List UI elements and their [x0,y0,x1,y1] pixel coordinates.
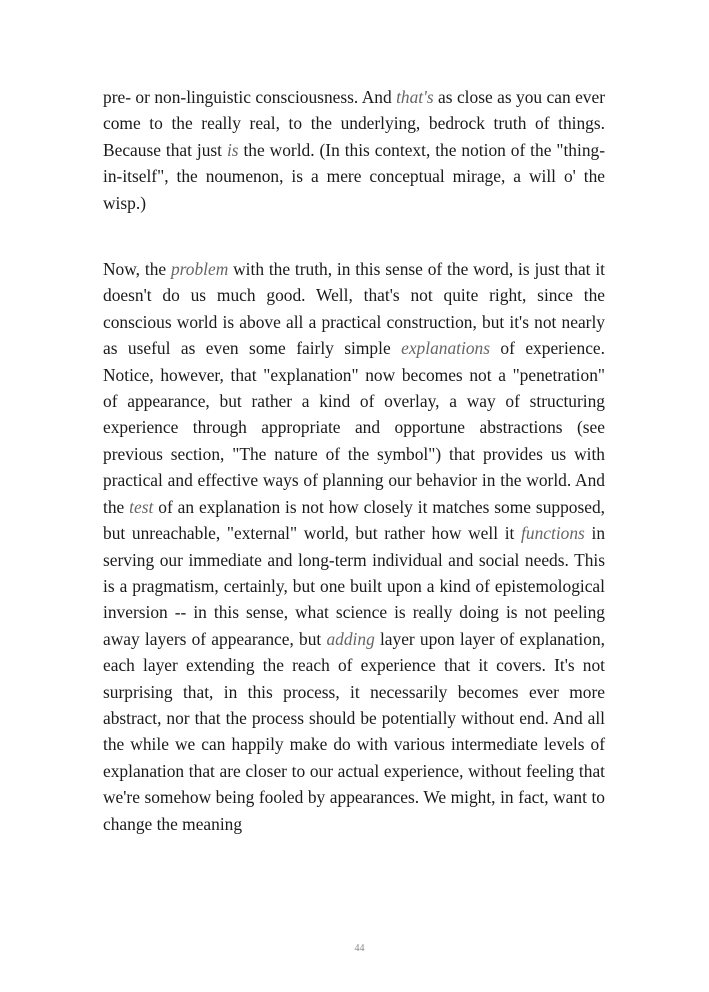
text-run: the world. (In this context, the notion of the "thing-in-itself", the noumenon, is a mere conceptual mirage, a will o' the wisp.) [103,139,605,213]
emphasis-text: that's [396,87,434,107]
page-number: 44 [354,943,365,954]
text-run: pre- or non-linguistic consciousness. And [103,87,397,107]
text-run: Now, the [103,259,171,280]
text-run: in serving our immediate and long-term individual and social needs. This is a pragmatism, certainly, but one built upon a kind of epistemological inversion -- in this sense, what science is really doing is not peeling away layers of appearance, but [103,523,606,649]
emphasis-text: explanations [401,338,490,359]
emphasis-text: adding [326,628,375,649]
emphasis-text: test [129,496,154,517]
emphasis-text: is [226,139,239,160]
emphasis-text: functions [521,523,585,544]
text-run: of an explanation is not how closely it matches some supposed, but unreachable, "external" world, but rather how well it [103,496,605,544]
emphasis-text: problem [170,259,229,280]
text-run: with the truth, in this sense of the word, is just that it doesn't do us much good. Well, that's not quite right, since the conscious world is above all a practical construction, but it's not nearly as useful as even some fairly simple [103,259,605,359]
page-body [103,84,605,837]
text-run: layer upon layer of explanation, each layer extending the reach of experience that it covers. It's not surprising that, in this process, it necessarily becomes ever more abstract, nor that the process should be potentially without end. And all the while we can happily make do with various intermediate levels of explanation that are closer to our actual experience, without feeling that we're somehow being fooled by appearances. We might, in fact, want to change the meaning [103,628,606,834]
text-run: as close as you can ever come to the really real, to the underlying, bedrock truth of things. Because that just [103,87,606,160]
paragraph-1 [103,84,605,216]
text-run: of experience. Notice, however, that "explanation" now becomes not a "penetration" of appearance, but rather a kind of overlay, a way of structuring experience through appropriate and opportune abstractions (see previous section, "The nature of the symbol") that provides us with practical and effective ways of planning our behavior in the world. And the [103,338,605,517]
paragraph-2 [103,256,605,837]
